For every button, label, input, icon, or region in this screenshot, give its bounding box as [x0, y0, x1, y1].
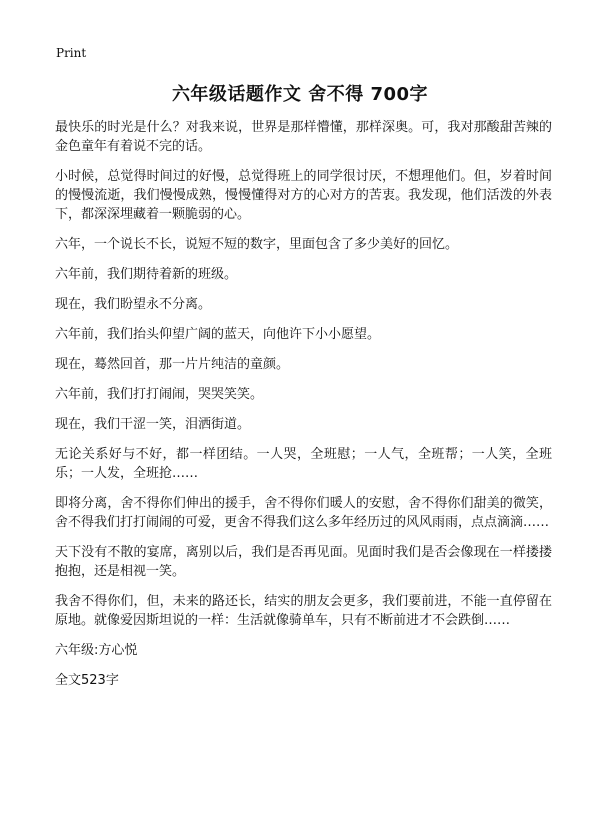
paragraph: 六年前，我们期待着新的班级。: [55, 267, 238, 282]
paragraph: 六年，一个说长不长，说短不短的数字，里面包含了多少美好的回忆。: [55, 237, 459, 252]
paragraph: 无论关系好与不好，都一样团结。一人哭，全班慰；一人气，全班帮；一人笑，全班乐；一人发，全班抢……: [55, 447, 552, 481]
paragraph: 现在，我们盼望永不分离。: [55, 297, 212, 312]
word-count: 全文523字: [55, 673, 119, 688]
print-link[interactable]: Print: [56, 46, 87, 60]
article-title: 六年级话题作文 舍不得 700字: [171, 84, 429, 105]
paragraph: 小时候，总觉得时间过的好慢，总觉得班上的同学很讨厌，不想理他们。但，岁着时间的慢慢流逝，我们慢慢成熟，慢慢懂得对方的心对方的苦衷。我发现，他们活泼的外表下，都深深埋藏着一颗脆弱的心。: [55, 169, 552, 222]
article-body: [55, 118, 552, 701]
author-line: 六年级:方心悦: [55, 643, 138, 658]
paragraph: 即将分离，舍不得你们伸出的援手，舍不得你们暖人的安慰，舍不得你们甜美的微笑，舍不得我们打打闹闹的可爱，更舍不得我们这么多年经历过的风风雨雨，点点滴滴……: [55, 496, 552, 530]
paragraph: 我舍不得你们，但，未来的路还长，结实的朋友会更多，我们要前进，不能一直停留在原地。就像爱因斯坦说的一样：生活就像骑单车，只有不断前进才不会跌倒……: [55, 594, 552, 628]
paragraph: 六年前，我们抬头仰望广阔的蓝天，向他许下小小愿望。: [55, 327, 381, 342]
paragraph: 最快乐的时光是什么？对我来说，世界是那样懵懂，那样深奥。可，我对那酸甜苦辣的金色童年有着说不完的话。: [55, 120, 552, 154]
paragraph: 现在，蓦然回首，那一片片纯洁的童颜。: [55, 357, 290, 372]
paragraph: 现在，我们干涩一笑，泪洒街道。: [55, 417, 251, 432]
paragraph: 六年前，我们打打闹闹，哭哭笑笑。: [55, 387, 264, 402]
paragraph: 天下没有不散的宴席，离别以后，我们是否再见面。见面时我们是否会像现在一样搂搂抱抱，还是相视一笑。: [55, 545, 552, 579]
